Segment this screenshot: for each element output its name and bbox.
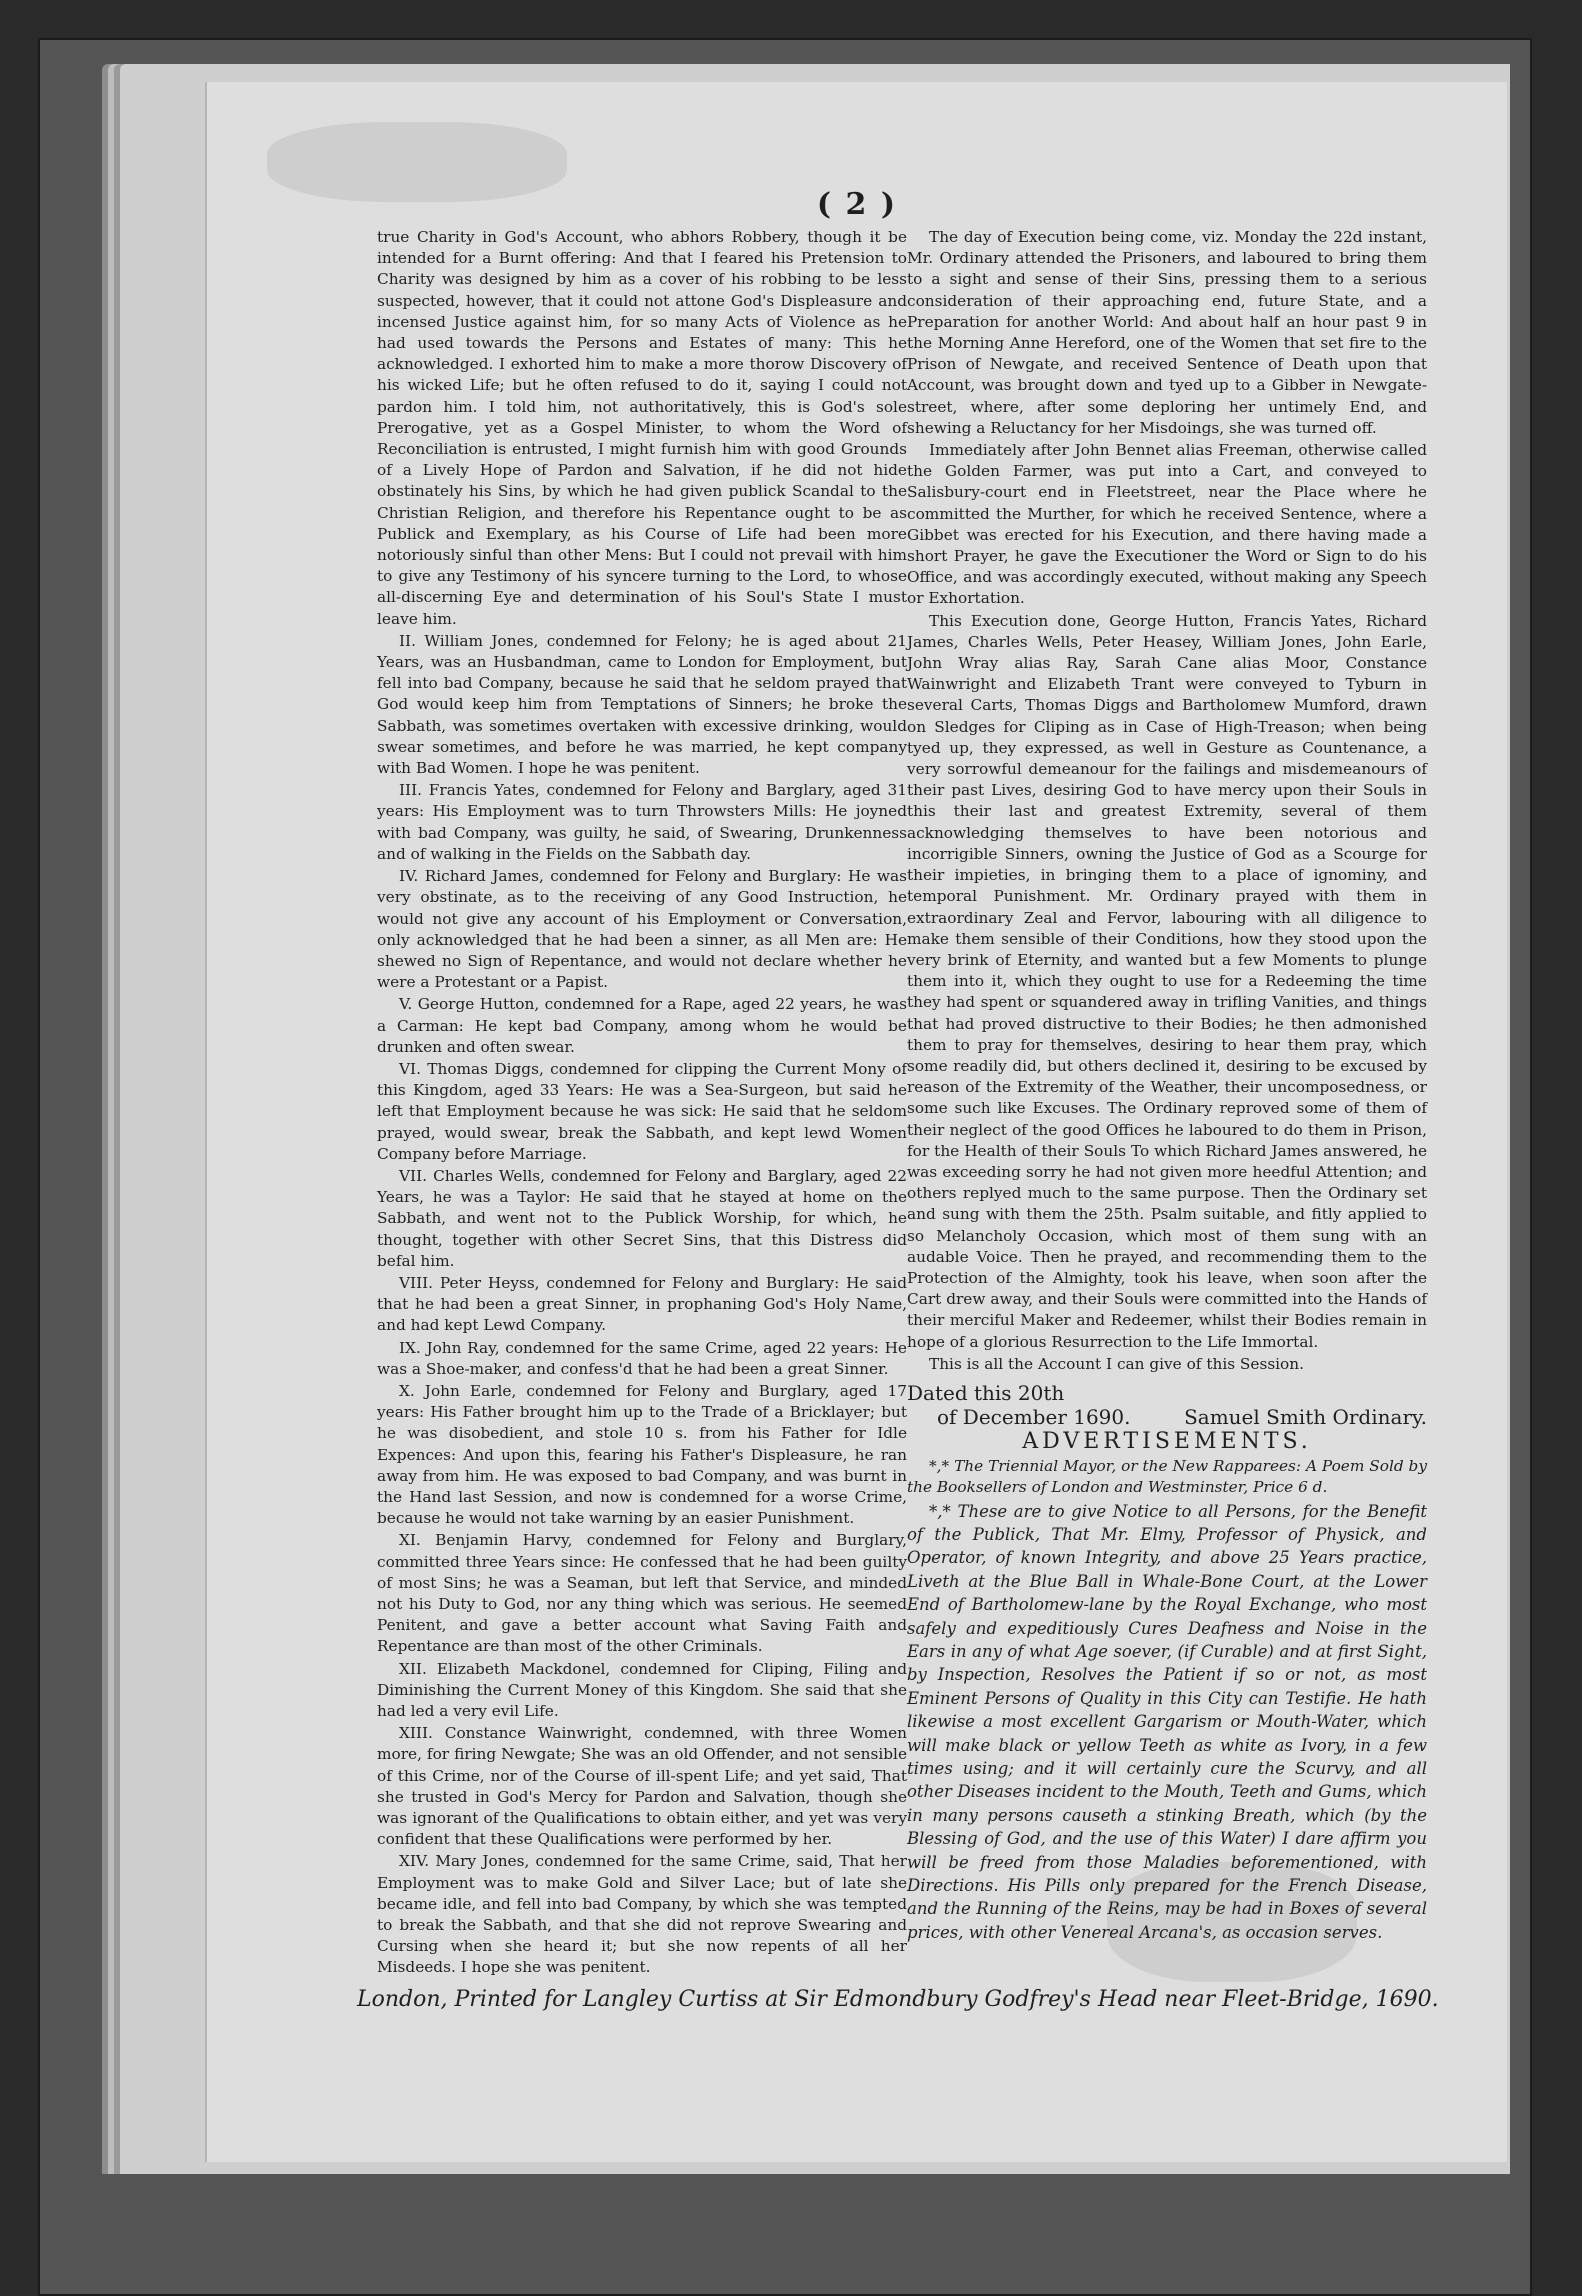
left-column: [377, 227, 907, 1979]
paragraph: VIII. Peter Heyss, condemned for Felony and Burglary: He said that he had been a great Sinner, in prophaning God's Holy Name, and had kept Lewd Company.: [377, 1273, 907, 1335]
paragraph: II. William Jones, condemned for Felony; he is aged about 21 Years, was an Husbandman, came to London for Employment, but fell into bad Company, because he said that he seldom prayed that God would keep him from Temptations of Sinners; he broke the Sabbath, was sometimes overtaken with excessive drinking, would swear sometimes, and before he was married, he kept company with Bad Women. I hope he was penitent.: [377, 631, 907, 778]
paragraph: XII. Elizabeth Mackdonel, condemned for Cliping, Filing and Diminishing the Current Money of this Kingdom. She said that she had led a very evil Life.: [377, 1659, 907, 1721]
paragraph: X. John Earle, condemned for Felony and Burglary, aged 17 years: His Father brought him up to the Trade of a Bricklayer; but he was disobedient, and stole 10 s. from his Father for Idle Expences: And upon this, fearing his Father's Displeasure, he ran away from him. He was exposed to bad Company, and was burnt in the Hand last Session, and now is condemned for a worse Crime, because he would not take warning by an easier Punishment.: [377, 1381, 907, 1528]
paragraph: III. Francis Yates, condemned for Felony and Barglary, aged 31 years: His Employment was to turn Throwsters Mills: He joyned with bad Company, was guilty, he said, of Swearing, Drunkenness and of walking in the Fields on the Sabbath day.: [377, 781, 907, 863]
signature: Samuel Smith Ordinary.: [1184, 1404, 1427, 1429]
paragraph: XIII. Constance Wainwright, condemned, with three Women more, for firing Newgate; She was an old Offender, and not sensible of this Crime, nor of the Course of ill-spent Life; and yet said, That she trusted in God's Mercy for Pardon and Salvation, though she was ignorant of the Qualifications to obtain either, and yet was very confident that these Qualifications were performed by her.: [377, 1724, 907, 1849]
paragraph: This Execution done, George Hutton, Francis Yates, Richard James, Charles Wells, Peter Heasey, William Jones, John Earle, John Wray alias Ray, Sarah Cane alias Moor, Constance Wainwright and Elizabeth Trant were conveyed to Tyburn in several Carts, Thomas Diggs and Bartholomew Mumford, drawn on Sledges for Cliping as in Case of High-Treason; when being tyed up, they expressed, as well in Gesture as Countenance, a very sorrowful demeanour for the failings and misdemeanours of their past Lives, desiring God to have mercy upon their Souls in this their last and greatest Extremity, several of them acknowledging themselves to have been notorious and incorrigible Sinners, owning the Justice of God as a Scourge for their impieties, in bringing them to a place of ignominy, and temporal Punishment. Mr. Ordinary prayed with them in extraordinary Zeal and Fervor, labouring with all diligence to make them sensible of their Conditions, how they stood upon the very brink of Eternity, and wanted but a few Moments to plunge them into it, which they ought to use for a Redeeming the time they had spent or squandered away in trifling Vanities, and things that had proved distructive to their Bodies; he then admonished them to pray for themselves, desiring to hear them pray, which some readily did, but others declined it, desiring to be excused by reason of the Extremity of the Weather, their uncomposedness, or some such like Excuses. The Ordinary reproved some of them of their neglect of the good Offices he laboured to do them in Prison, for the Health of their Souls To which Richard James answered, he was exceeding sorry he had not given more heedful Attention; and others replyed much to the same purpose. Then the Ordinary set and sung with them the 25th. Psalm suitable, and fitly applied to so Melancholy Occasion, which most of them sung with an audable Voice. Then he prayed, and recommending them to the Protection of the Almighty, took his leave, when soon after the Cart drew away, and their Souls were committed into the Hands of their merciful Maker and Redeemer, whilst their Bodies remain in hope of a glorious Resurrection to the Life Immortal.: [907, 611, 1427, 1351]
advertisements-title: ADVERTISEMENTS.: [1022, 1428, 1312, 1454]
page-number: ( 2 ): [816, 187, 898, 222]
advertisement: *,* These are to give Notice to all Persons, for the Benefit of the Publick, That Mr. Elmy, Professor of Physick, and Operator, of known Integrity, and above 25 Years practice, Liveth at the Blue Ball in Whale-Bone Court, at the Lower End of Bartholomew-lane by the Royal Exchange, who most safely and expeditiously Cures Deafness and Noise in the Ears in any of what Age soever, (if Curable) and at first Sight, by Inspection, Resolves the Patient if so or not, as most Eminent Persons of Quality in this City can Testifie. He hath likewise a most excellent Gargarism or Mouth-Water, which will make black or yellow Teeth as white as Ivory, in a few times using; and it will certainly cure the Scurvy, and all other Diseases incident to the Mouth, Teeth and Gums, which in many persons causeth a stinking Breath, which (by the Blessing of God, and the use of this Water) I dare affirm you will be freed from those Maladies beforementioned, with Directions. His Pills only prepared for the French Disease, and the Running of the Reins, may be had in Boxes of several prices, with other Venereal Arcana's, as occasion serves.: [907, 1501, 1427, 1942]
dated-line: Dated this 20th: [907, 1380, 1065, 1405]
paragraph: VI. Thomas Diggs, condemned for clipping the Current Mony of this Kingdom, aged 33 Years: He was a Sea-Surgeon, but said he left that Employment because he was sick: He said that he seldom prayed, would swear, break the Sabbath, and kept lewd Women Company before Marriage.: [377, 1059, 907, 1163]
advertisements: [907, 1428, 1427, 1944]
paragraph: Immediately after John Bennet alias Freeman, otherwise called the Golden Farmer, was put into a Cart, and conveyed to Salisbury-court end in Fleetstreet, near the Place where he committed the Murther, for which he received Sentence, where a Gibbet was erected for his Execution, and there having made a short Prayer, he gave the Executioner the Word or Sign to do his Office, and was accordingly executed, without making any Speech or Exhortation.: [907, 441, 1427, 608]
paragraph: XI. Benjamin Harvy, condemned for Felony and Burglary, committed three Years since: He confessed that he had been guilty of most Sins; he was a Seaman, but left that Service, and minded not his Duty to God, nor any thing which was serious. He seemed Penitent, and gave a better account what Saving Faith and Repentance are than most of the other Criminals.: [377, 1531, 907, 1656]
right-column: [907, 227, 1427, 1944]
imprint: London, Printed for Langley Curtiss at Sir Edmondbury Godfrey's Head near Fleet-Bridge, 1690.: [357, 1987, 1439, 2012]
paragraph: V. George Hutton, condemned for a Rape, aged 22 years, he was a Carman: He kept bad Company, among whom he would be drunken and often swear.: [377, 995, 907, 1056]
paragraph: true Charity in God's Account, who abhors Robbery, though it be intended for a Burnt offering: And that I feared his Pretension to Charity was designed by him as a cover of his robbing to be less suspected, however, that it could not attone God's Displeasure and incensed Justice against him, for so many Acts of Violence as he had used towards the Persons and Estates of many: This he acknowledged. I exhorted him to make a more thorow Discovery of his wicked Life; but he often refused to do it, saying I could not pardon him. I told him, not authoritatively, this is God's sole Prerogative, yet as a Gospel Minister, to whom the Word of Reconciliation is entrusted, I might furnish him with good Grounds of a Lively Hope of Pardon and Salvation, if he did not hide obstinately his Sins, by which he had given publick Scandal to the Christian Religion, and therefore his Repentance ought to be as Publick and Exemplary, as his Course of Life had been more notoriously sinful than other Mens: But I could not prevail with him to give any Testimony of his syncere turning to the Lord, to whose all-discerning Eye and determination of his Soul's State I must leave him.: [377, 228, 907, 628]
paragraph: IV. Richard James, condemned for Felony and Burglary: He was very obstinate, as to the receiving of any Good Instruction, he would not give any account of his Employment or Conversation, only acknowledged that he had been a sinner, as all Men are: He shewed no Sign of Repentance, and would not declare whether he were a Protestant or a Papist.: [377, 867, 907, 992]
dated-signature: [907, 1381, 1427, 1429]
paragraph: IX. John Ray, condemned for the same Crime, aged 22 years: He was a Shoe-maker, and confess'd that he had been a great Sinner.: [377, 1338, 907, 1378]
advertisement: *,* The Triennial Mayor, or the New Rapparees: A Poem Sold by the Booksellers of London and Westminster, Price 6 d.: [907, 1457, 1427, 1497]
paragraph: This is all the Account I can give of this Session.: [929, 1354, 1304, 1373]
paragraph: The day of Execution being come, viz. Monday the 22d instant, Mr. Ordinary attended the Prisoners, and laboured to bring them to a sight and sense of their Sins, pressing them to a serious consideration of their approaching end, future State, and a Preparation for another World: And about half an hour past 9 in the Morning Anne Hereford, one of the Women that set fire to the Prison of Newgate, and received Sentence of Death upon that Account, was brought down and tyed up to a Gibber in Newgate-street, where, after some deploring her untimely End, and shewing a Reluctancy for her Misdoings, she was turned off.: [907, 228, 1427, 437]
dated-line: of December 1690.: [937, 1404, 1131, 1429]
paragraph: XIV. Mary Jones, condemned for the same Crime, said, That her Employment was to make Gold and Silver Lace; but of late she became idle, and fell into bad Company, by which she was tempted to break the Sabbath, and that she did not reprove Swearing and Cursing when she heard it; but she now repents of all her Misdeeds. I hope she was penitent.: [377, 1852, 907, 1977]
document-page: [205, 82, 1507, 2162]
paragraph: VII. Charles Wells, condemned for Felony and Barglary, aged 22 Years, he was a Taylor: He said that he stayed at home on the Sabbath, and went not to the Publick Worship, for which, he thought, together with other Secret Sins, that this Distress did befal him.: [377, 1166, 907, 1270]
